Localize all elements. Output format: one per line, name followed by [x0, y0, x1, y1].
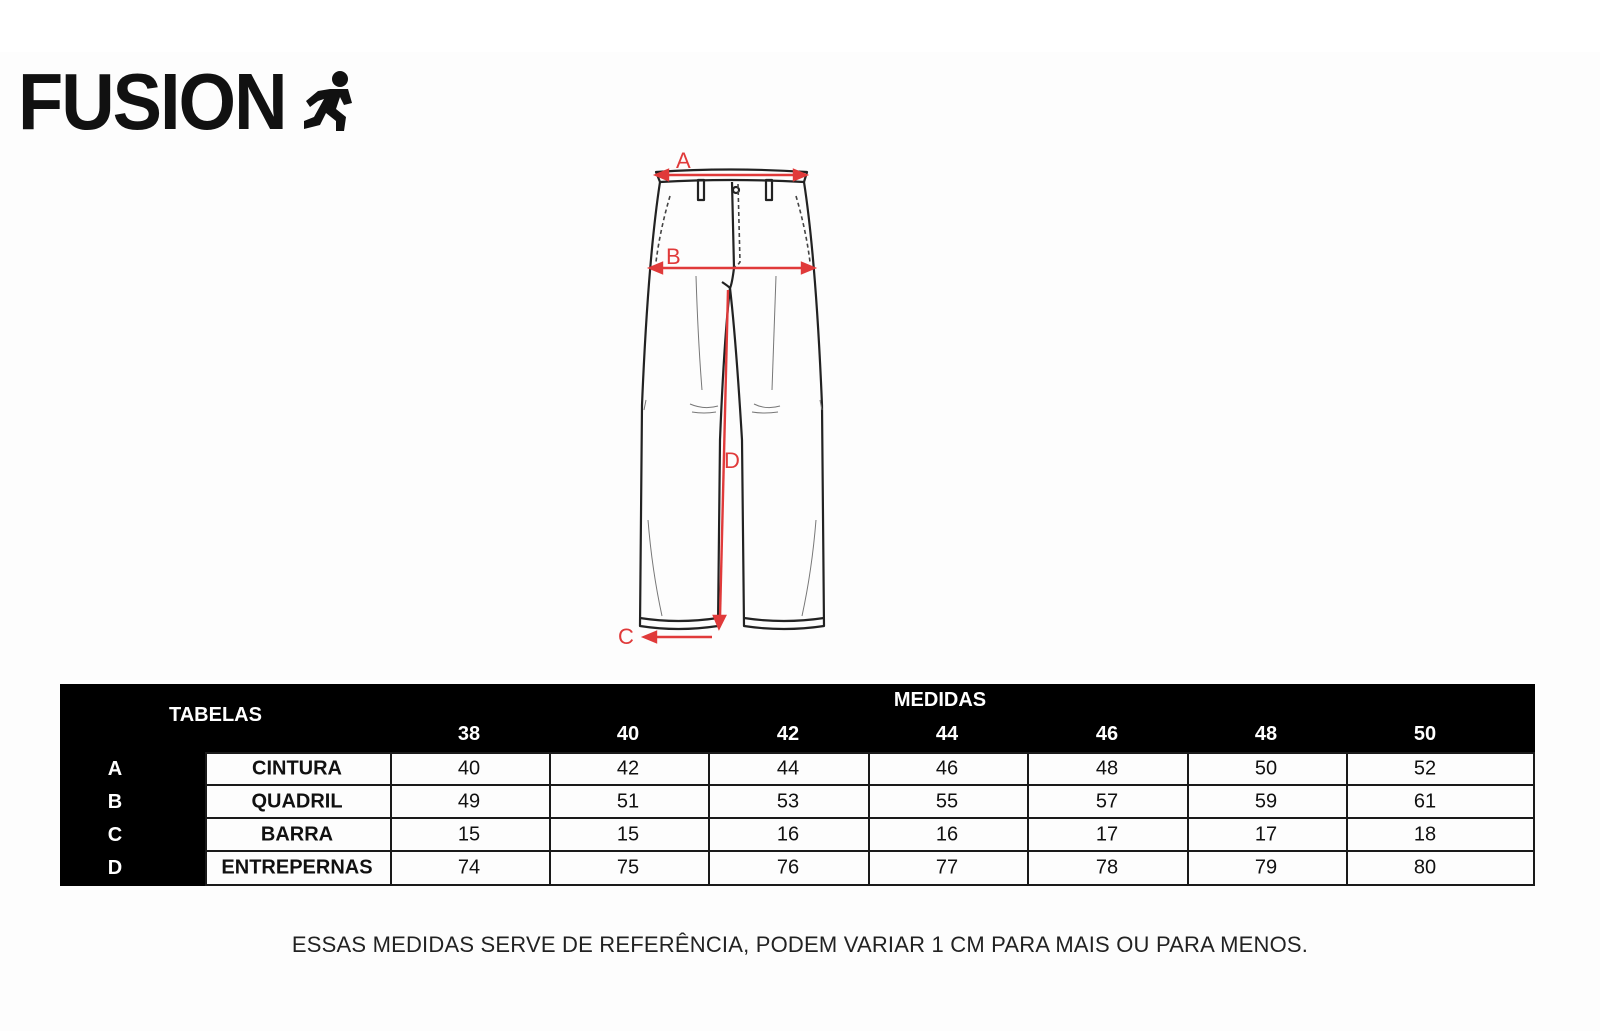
row-label: ENTREPERNAS — [221, 856, 373, 879]
top-band — [0, 0, 1600, 52]
table-cell: 75 — [616, 856, 640, 879]
table-cell: 17 — [1254, 823, 1278, 846]
row-letter: D — [107, 857, 123, 879]
table-cell: 59 — [1254, 790, 1278, 813]
footnote: ESSAS MEDIDAS SERVE DE REFERÊNCIA, PODEM VARIAR 1 CM PARA MAIS OU PARA MENOS. — [291, 932, 1309, 957]
table-letter-column — [60, 752, 205, 886]
table-cell: 51 — [616, 790, 640, 813]
row-label: BARRA — [260, 823, 334, 846]
table-cell: 17 — [1095, 823, 1119, 846]
table-cell: 15 — [616, 823, 640, 846]
table-grid — [205, 752, 1535, 886]
running-figure-icon — [300, 69, 362, 135]
table-title: TABELAS — [169, 704, 262, 726]
size-header: 42 — [776, 723, 800, 745]
diagram-label-a: A — [676, 148, 691, 173]
table-cell: 40 — [457, 757, 481, 780]
table-cell: 61 — [1413, 790, 1437, 813]
table-cell: 49 — [457, 790, 481, 813]
diagram-label-c: C — [618, 624, 634, 649]
size-header: 38 — [457, 723, 481, 745]
table-cell: 44 — [776, 757, 800, 780]
row-letter: B — [107, 791, 123, 813]
row-letter: A — [107, 758, 123, 780]
row-label: QUADRIL — [251, 790, 343, 813]
size-header: 40 — [616, 723, 640, 745]
table-cell: 16 — [935, 823, 959, 846]
table-cell: 46 — [935, 757, 959, 780]
size-header: 50 — [1413, 723, 1437, 745]
diagram-label-b: B — [666, 244, 681, 269]
row-label: CINTURA — [252, 757, 342, 780]
table-cell: 80 — [1413, 856, 1437, 879]
table-cell: 16 — [776, 823, 800, 846]
table-cell: 50 — [1254, 757, 1278, 780]
brand-name: FUSION — [18, 56, 286, 147]
pants-illustration — [600, 140, 860, 670]
diagram-label-d: D — [724, 448, 740, 473]
table-cell: 77 — [935, 856, 959, 879]
table-cell: 53 — [776, 790, 800, 813]
table-cell: 15 — [457, 823, 481, 846]
size-table — [60, 684, 1535, 886]
pants-diagram — [600, 140, 860, 670]
size-header: 46 — [1095, 723, 1119, 745]
brand-logo — [18, 56, 362, 147]
table-cell: 42 — [616, 757, 640, 780]
table-cell: 18 — [1413, 823, 1437, 846]
table-cell: 78 — [1095, 856, 1119, 879]
table-cell: 52 — [1413, 757, 1437, 780]
size-header: 48 — [1254, 723, 1278, 745]
table-group-header: MEDIDAS — [893, 689, 987, 711]
size-header: 44 — [935, 723, 959, 745]
table-cell: 48 — [1095, 757, 1119, 780]
row-letter: C — [107, 824, 123, 846]
table-cell: 55 — [935, 790, 959, 813]
table-cell: 79 — [1254, 856, 1278, 879]
table-cell: 76 — [776, 856, 800, 879]
table-cell: 57 — [1095, 790, 1119, 813]
table-cell: 74 — [457, 856, 481, 879]
